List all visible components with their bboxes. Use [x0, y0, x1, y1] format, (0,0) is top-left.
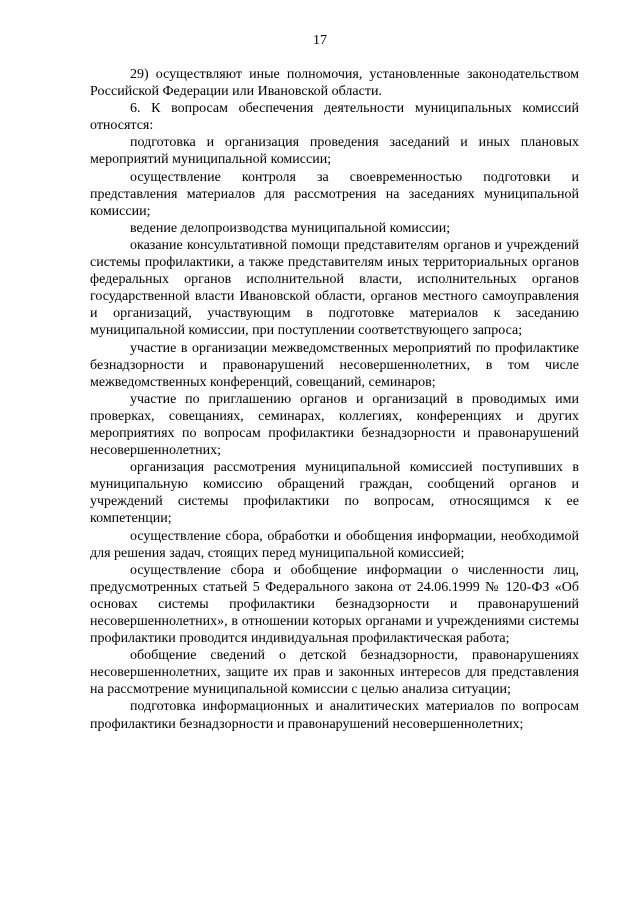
paragraph-item-29: 29) осуществляют иные полномочия, установленные законодательством Российской Федерации или Ивановской области.: [90, 67, 579, 100]
paragraph-section-6-intro: 6. К вопросам обеспечения деятельности муниципальных комиссий относятся:: [90, 101, 579, 134]
document-body: [90, 66, 579, 733]
paragraph-list-item: осуществление контроля за своевременностью подготовки и представления материалов для рассмотрения на заседаниях муниципальной комиссии;: [90, 169, 579, 219]
paragraph-list-item: обобщение сведений о детской безнадзорности, правонарушениях несовершеннолетних, защите их прав и законных интересов для представления на рассмотрение муниципальной комиссии с целью анализа ситуации;: [90, 648, 579, 698]
page-number: 17: [313, 33, 327, 48]
paragraph-list-item: осуществление сбора, обработки и обобщения информации, необходимой для решения задач, стоящих перед муниципальной комиссией;: [90, 528, 579, 561]
paragraph-list-item: участие по приглашению органов и организаций в проводимых ими проверках, совещаниях, семинарах, коллегиях, конференциях и других мероприятиях по вопросам профилактики безнадзорности и правонарушений несовершеннолетних;: [90, 391, 579, 459]
paragraph-list-item: подготовка и организация проведения заседаний и иных плановых мероприятий муниципальной комиссии;: [90, 135, 579, 168]
paragraph-list-item: подготовка информационных и аналитических материалов по вопросам профилактики безнадзорности и правонарушений несовершеннолетних;: [90, 699, 579, 732]
paragraph-list-item: ведение делопроизводства муниципальной комиссии;: [130, 220, 451, 236]
paragraph-list-item: осуществление сбора и обобщение информации о численности лиц, предусмотренных статьей 5 Федерального закона от 24.06.1999 № 120-ФЗ «Об основах системы профилактики безнадзорности и правонарушений несовершеннолетних», в отношении которых органами и учреждениями системы профилактики проводится индивидуальная профилактическая работа;: [90, 562, 579, 647]
paragraph-list-item: организация рассмотрения муниципальной комиссией поступивших в муниципальную комиссию обращений граждан, сообщений органов и учреждений системы профилактики по вопросам, относящимся к ее компетенции;: [90, 460, 579, 527]
paragraph-list-item: оказание консультативной помощи представителям органов и учреждений системы профилактики, а также представителям иных территориальных органов федеральных органов исполнительной власти, исполнительных органов государственной власти Ивановской области, органов местного самоуправления и организаций, участвующим в подготовке материалов к заседанию муниципальной комиссии, при поступлении соответствующего запроса;: [90, 237, 579, 339]
paragraph-list-item: участие в организации межведомственных мероприятий по профилактике безнадзорности и правонарушений несовершеннолетних, в том числе межведомственных конференций, совещаний, семинаров;: [90, 340, 579, 390]
